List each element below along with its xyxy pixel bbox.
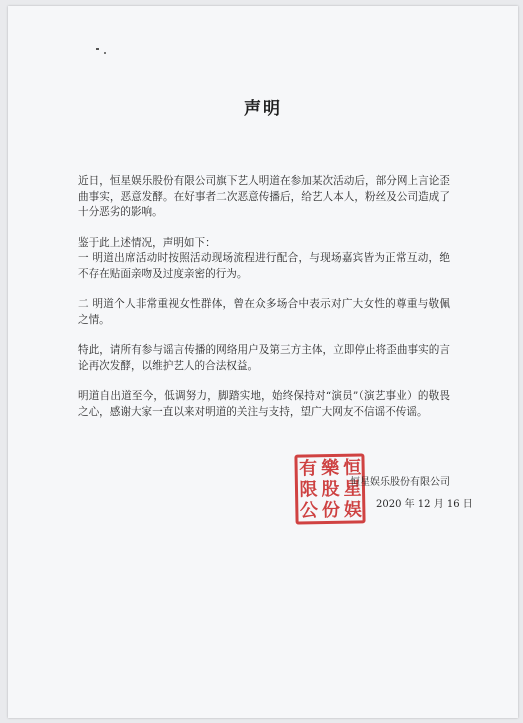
paragraph-point-one: 一 明道出席活动时按照活动现场流程进行配合，与现场嘉宾皆为正常互动，绝不存在贴面亲吻及过度亲密的行为。 — [78, 252, 450, 280]
seal-char: 股 — [321, 478, 340, 501]
seal-char: 限 — [299, 479, 318, 501]
paragraph-closing: 明道自出道至今，低调努力，脚踏实地，始终保持对“演员”（演艺事业）的敬畏之心，感谢大家一直以来对明道的关注与支持，望广大网友不信谣不传谣。 — [78, 390, 450, 418]
signature-block — [350, 472, 473, 516]
signature-company: 恒星娱乐股份有限公司 — [350, 477, 450, 488]
signature-date: 2020 年 12 月 16 日 — [376, 499, 473, 510]
seal-char: 娱 — [343, 499, 363, 521]
document-page — [8, 6, 518, 718]
paragraph-statement-heading: 鉴于此上述情况，声明如下： — [78, 236, 216, 249]
document-title: 声明 — [244, 99, 282, 119]
paragraph-request: 特此，请所有参与谣言传播的网络用户及第三方主体，立即停止将歪曲事实的言论再次发酵，以维护艺人的合法权益。 — [78, 344, 450, 372]
scan-speck — [96, 48, 99, 50]
paragraph-point-two: 二 明道个人非常重视女性群体，曾在众多场合中表示对广大女性的尊重与敬佩之情。 — [78, 298, 450, 326]
document-body — [78, 174, 450, 435]
seal-char: 樂 — [320, 457, 340, 480]
seal-char: 恒 — [342, 457, 362, 479]
seal-char: 有 — [298, 458, 318, 480]
scan-speck — [104, 52, 106, 54]
seal-char: 公 — [299, 500, 319, 522]
seal-char: 份 — [321, 499, 341, 522]
paragraph-intro: 近日，恒星娱乐股份有限公司旗下艺人明道在参加某次活动后，部分网上言论歪曲事实，恶意发酵。在好事者二次恶意传播后，给艺人本人，粉丝及公司造成了十分恶劣的影响。 — [78, 175, 450, 218]
seal-char: 星 — [343, 478, 362, 500]
